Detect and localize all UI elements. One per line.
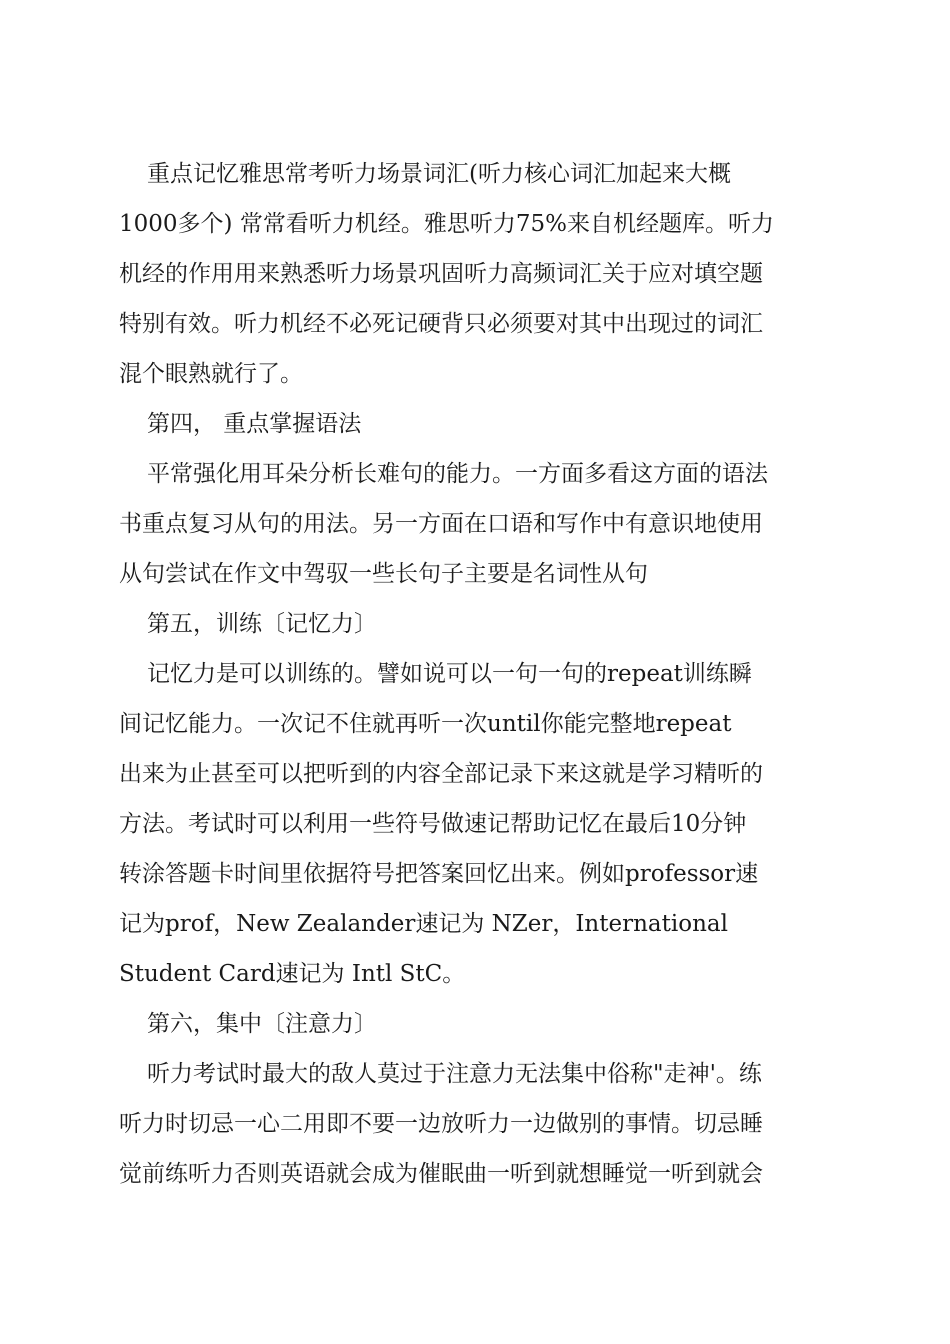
paragraph-line: 出来为止甚至可以把听到的内容全部记录下来这就是学习精听的: [119, 761, 763, 787]
paragraph-line: 重点记忆雅思常考听力场景词汇(听力核心词汇加起来大概: [147, 161, 731, 187]
paragraph-line: 书重点复习从句的用法。另一方面在口语和写作中有意识地使用: [119, 511, 763, 537]
paragraph-line: 转涂答题卡时间里依据符号把答案回忆出来。例如professor速: [119, 861, 759, 887]
paragraph-line: 方法。考试时可以利用一些符号做速记帮助记忆在最后10分钟: [119, 811, 747, 837]
paragraph-line: 间记忆能力。一次记不住就再听一次until你能完整地repeat: [119, 711, 732, 737]
section-heading-5: 第五，训练〔记忆力〕: [147, 611, 377, 637]
paragraph-line: 记忆力是可以训练的。譬如说可以一句一句的repeat训练瞬: [147, 661, 752, 687]
paragraph-line: 从句尝试在作文中驾驭一些长句子主要是名词性从句: [119, 561, 648, 587]
paragraph-line: 记为prof，New Zealander速记为 NZer，International: [119, 911, 728, 937]
paragraph-line: 觉前练听力否则英语就会成为催眠曲一听到就想睡觉一听到就会: [119, 1161, 763, 1187]
paragraph-line: Student Card速记为 Intl StC。: [119, 961, 466, 987]
paragraph-line: 机经的作用用来熟悉听力场景巩固听力高频词汇关于应对填空题: [119, 261, 763, 287]
paragraph-line: 特别有效。听力机经不必死记硬背只必须要对其中出现过的词汇: [119, 311, 763, 337]
paragraph-line: 混个眼熟就行了。: [119, 361, 303, 387]
section-heading-6: 第六，集中〔注意力〕: [147, 1011, 377, 1037]
paragraph-line: 1000多个) 常常看听力机经。雅思听力75%来自机经题库。听力: [119, 211, 774, 237]
paragraph-line: 平常强化用耳朵分析长难句的能力。一方面多看这方面的语法: [147, 461, 768, 487]
paragraph-line: 听力考试时最大的敌人莫过于注意力无法集中俗称"走神'。练: [147, 1061, 762, 1087]
document-page: [119, 149, 832, 1199]
section-heading-4: 第四， 重点掌握语法: [147, 411, 362, 437]
paragraph-line: 听力时切忌一心二用即不要一边放听力一边做别的事情。切忌睡: [119, 1111, 763, 1137]
